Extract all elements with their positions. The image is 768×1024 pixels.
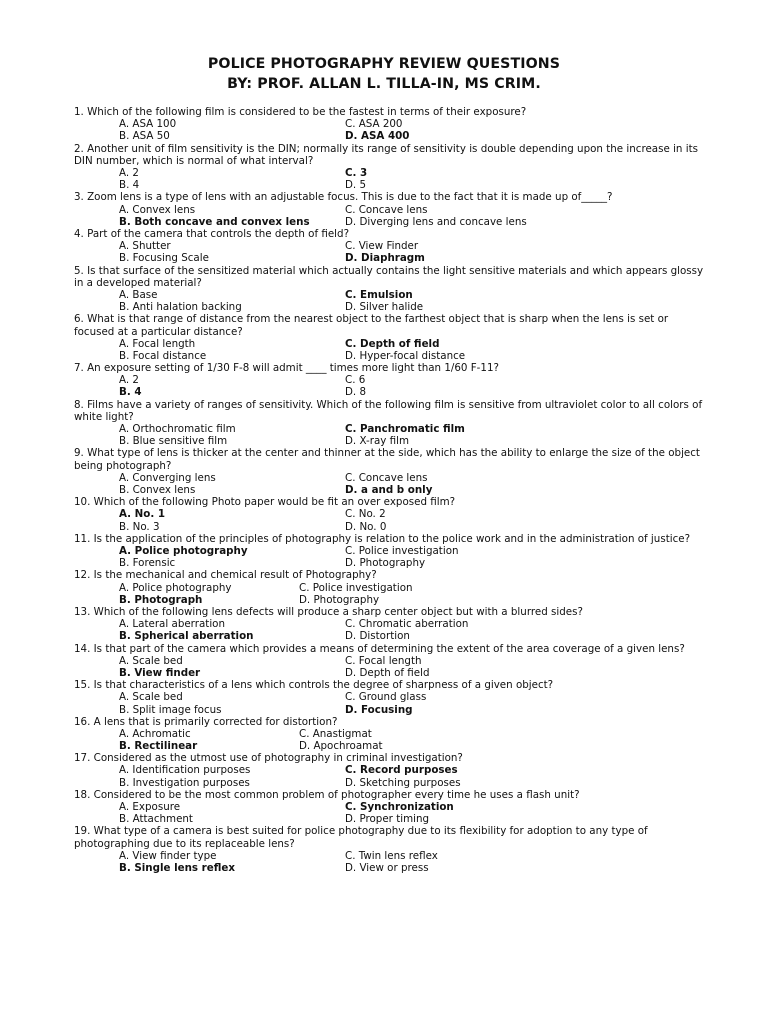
option-row (74, 764, 704, 776)
question-text: 11. Is the application of the principles of photography is relation to the police work and in the administration of justice? (74, 532, 691, 545)
choice-option: B. Investigation purposes (119, 776, 250, 789)
choice-option: C. Police investigation (345, 545, 459, 557)
choice-option: A. Focal length (119, 337, 196, 350)
question-text: 13. Which of the following lens defects will produce a sharp center object but with a blurred sides? (74, 605, 583, 618)
answer-option: B. View finder (119, 666, 201, 679)
answer-option: D. Diaphragm (345, 252, 425, 265)
choice-option: A. Identification purposes (119, 764, 251, 777)
answer-option: B. Both concave and convex lens (119, 215, 310, 228)
option-row (74, 240, 704, 252)
question-item (74, 447, 704, 496)
choice-option: C. Police investigation (299, 581, 413, 594)
option-row (74, 813, 704, 825)
choice-option: B. Blue sensitive film (119, 435, 228, 448)
answer-option: B. Photograph (119, 593, 203, 606)
option-row (74, 289, 704, 301)
option-row (74, 167, 704, 179)
choice-option: C. View Finder (345, 240, 419, 253)
choice-option: A. Orthochromatic film (119, 423, 236, 436)
choice-option: B. Focusing Scale (119, 252, 209, 265)
choice-option: D. Photography (345, 557, 426, 570)
choice-option: B. Forensic (119, 557, 176, 570)
question-item (74, 313, 704, 362)
question-text: 4. Part of the camera that controls the depth of field? (74, 227, 350, 240)
answer-option: A. Police photography (119, 545, 248, 557)
choice-option: B. Anti halation backing (119, 301, 242, 314)
choice-option: C. Twin lens reflex (345, 849, 438, 862)
choice-option: D. X-ray film (345, 435, 410, 448)
question-item (74, 143, 704, 192)
choice-option: D. Hyper-focal distance (345, 349, 466, 362)
choice-option: A. View finder type (119, 849, 217, 862)
question-item (74, 569, 704, 606)
choice-option: B. ASA 50 (119, 130, 170, 143)
choice-option: C. Concave lens (345, 471, 428, 484)
choice-option: C. No. 2 (345, 508, 386, 521)
option-row (74, 216, 704, 228)
option-row (74, 472, 704, 484)
choice-option: D. Photography (299, 593, 380, 606)
choice-option: D. Silver halide (345, 301, 424, 314)
question-text: 19. What type of a camera is best suited for police photography due to its flexibility for adoption to any type of photographing due to its replaceable lens? (74, 825, 648, 850)
question-text: 12. Is the mechanical and chemical result of Photography? (74, 569, 377, 582)
choice-option: C. Anastigmat (299, 727, 372, 740)
option-row (74, 630, 704, 642)
question-text: 8. Films have a variety of ranges of sensitivity. Which of the following film is sensitive from ultraviolet color to all colors of white light? (74, 398, 703, 423)
question-item (74, 643, 704, 680)
question-item (74, 606, 704, 643)
question-item (74, 496, 704, 533)
option-row (74, 582, 704, 594)
choice-option: D. Distortion (345, 630, 410, 643)
option-row (74, 655, 704, 667)
question-item (74, 362, 704, 399)
answer-option: C. 3 (345, 166, 368, 179)
choice-option: B. Split image focus (119, 703, 222, 716)
answer-option: C. Record purposes (345, 764, 458, 777)
question-text: 7. An exposure setting of 1/30 F-8 will admit ____ times more light than 1/60 F-11? (74, 362, 499, 375)
question-text: 15. Is that characteristics of a lens which controls the degree of sharpness of a given object? (74, 679, 554, 692)
answer-option: B. Rectilinear (119, 740, 198, 753)
choice-option: B. Convex lens (119, 484, 196, 497)
option-row (74, 521, 704, 533)
question-item (74, 716, 704, 753)
option-row (74, 777, 704, 789)
question-list (74, 106, 704, 874)
choice-option: D. Depth of field (345, 666, 430, 679)
option-row (74, 130, 704, 142)
choice-option: C. 6 (345, 374, 366, 387)
choice-option: A. Police photography (119, 581, 232, 594)
choice-option: A. Scale bed (119, 654, 183, 667)
option-row (74, 118, 704, 130)
answer-option: A. No. 1 (119, 508, 166, 521)
answer-option: B. Spherical aberration (119, 630, 254, 643)
question-text: 2. Another unit of film sensitivity is the DIN; normally its range of sensitivity is double depending upon the increase in its DIN number, which is normal of what interval? (74, 142, 698, 167)
option-row (74, 338, 704, 350)
question-item (74, 533, 704, 570)
option-row (74, 667, 704, 679)
option-row (74, 850, 704, 862)
choice-option: C. Chromatic aberration (345, 618, 469, 631)
answer-option: C. Synchronization (345, 801, 454, 814)
option-row (74, 484, 704, 496)
choice-option: D. View or press (345, 862, 429, 875)
choice-option: A. Achromatic (119, 727, 191, 740)
question-item (74, 789, 704, 826)
option-row (74, 435, 704, 447)
option-row (74, 557, 704, 569)
option-row (74, 204, 704, 216)
question-item (74, 106, 704, 143)
choice-option: C. ASA 200 (345, 118, 403, 131)
choice-option: B. No. 3 (119, 520, 160, 533)
question-item (74, 265, 704, 314)
question-item (74, 825, 704, 874)
option-row (74, 862, 704, 874)
question-text: 5. Is that surface of the sensitized material which actually contains the light sensitive materials and which appears glossy in a developed material? (74, 264, 704, 289)
question-text: 10. Which of the following Photo paper would be fit an over exposed film? (74, 496, 456, 509)
answer-option: C. Panchromatic film (345, 423, 465, 436)
option-row (74, 350, 704, 362)
question-text: 16. A lens that is primarily corrected for distortion? (74, 715, 338, 728)
choice-option: B. 4 (119, 179, 140, 192)
document-author: BY: PROF. ALLAN L. TILLA-IN, MS CRIM. (227, 76, 541, 92)
choice-option: D. Proper timing (345, 813, 430, 826)
option-row (74, 728, 704, 740)
choice-option: A. 2 (119, 166, 139, 179)
choice-option: A. Base (119, 288, 158, 301)
question-text: 1. Which of the following film is considered to be the fastest in terms of their exposure? (74, 106, 527, 118)
question-text: 6. What is that range of distance from the nearest object to the farthest object that is sharp when the lens is set or focused at a particular distance? (74, 313, 669, 338)
option-row (74, 704, 704, 716)
choice-option: D. Diverging lens and concave lens (345, 215, 527, 228)
question-item (74, 399, 704, 448)
choice-option: D. 5 (345, 179, 367, 192)
choice-option: C. Ground glass (345, 691, 427, 704)
question-item (74, 752, 704, 789)
option-row (74, 740, 704, 752)
option-row (74, 374, 704, 386)
option-row (74, 179, 704, 191)
option-row (74, 423, 704, 435)
question-text: 9. What type of lens is thicker at the center and thinner at the side, which has the ability to enlarge the size of the object being photograph? (74, 447, 700, 472)
answer-option: B. Single lens reflex (119, 862, 235, 875)
choice-option: A. Exposure (119, 801, 181, 814)
choice-option: A. 2 (119, 374, 139, 387)
choice-option: A. ASA 100 (119, 118, 177, 131)
choice-option: D. No. 0 (345, 520, 387, 533)
option-row (74, 508, 704, 520)
answer-option: C. Emulsion (345, 288, 413, 301)
option-row (74, 594, 704, 606)
option-row (74, 386, 704, 398)
document-title: POLICE PHOTOGRAPHY REVIEW QUESTIONS (207, 56, 561, 72)
answer-option: D. a and b only (345, 484, 433, 497)
question-item (74, 191, 704, 228)
answer-option: D. Focusing (345, 703, 413, 716)
choice-option: A. Lateral aberration (119, 618, 226, 631)
choice-option: C. Focal length (345, 654, 422, 667)
question-item (74, 679, 704, 716)
option-row (74, 545, 704, 557)
question-text: 17. Considered as the utmost use of photography in criminal investigation? (74, 752, 463, 765)
question-text: 18. Considered to be the most common problem of photographer every time he uses a flash unit? (74, 788, 580, 801)
answer-option: C. Depth of field (345, 337, 440, 350)
option-row (74, 301, 704, 313)
answer-option: D. ASA 400 (345, 130, 410, 143)
choice-option: A. Scale bed (119, 691, 183, 704)
question-text: 14. Is that part of the camera which provides a means of determining the extent of the area coverage of a given lens? (74, 642, 685, 655)
choice-option: D. 8 (345, 386, 367, 399)
choice-option: B. Attachment (119, 813, 193, 826)
choice-option: A. Shutter (119, 240, 171, 253)
option-row (74, 691, 704, 703)
choice-option: A. Converging lens (119, 471, 216, 484)
question-item (74, 228, 704, 265)
choice-option: D. Apochroamat (299, 740, 383, 753)
question-text: 3. Zoom lens is a type of lens with an adjustable focus. This is due to the fact that it is made up of_____? (74, 191, 613, 204)
answer-option: B. 4 (119, 386, 142, 399)
choice-option: B. Focal distance (119, 349, 207, 362)
option-row (74, 618, 704, 630)
choice-option: D. Sketching purposes (345, 776, 461, 789)
option-row (74, 252, 704, 264)
choice-option: C. Concave lens (345, 203, 428, 216)
choice-option: A. Convex lens (119, 203, 196, 216)
option-row (74, 801, 704, 813)
